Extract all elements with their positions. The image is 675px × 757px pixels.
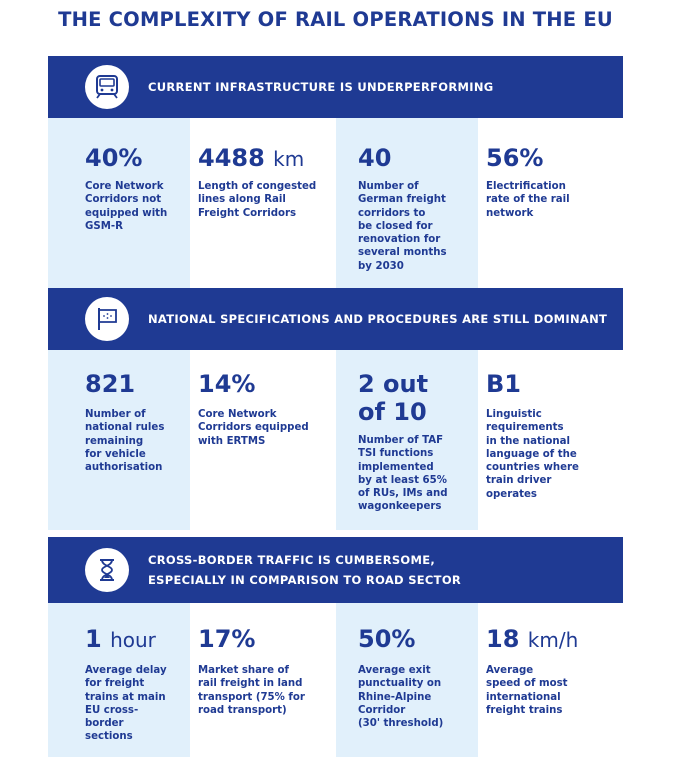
stat-value: B1 bbox=[486, 370, 521, 398]
stat-card bbox=[190, 350, 336, 530]
stat-value: 2 out of 10 bbox=[358, 370, 429, 426]
stat-card bbox=[190, 118, 336, 288]
flag-icon bbox=[85, 297, 129, 341]
section-title: NATIONAL SPECIFICATIONS AND PROCEDURES ARE STILL DOMINANT bbox=[148, 312, 608, 326]
stat-card bbox=[478, 118, 623, 288]
stat-value: 50% bbox=[358, 625, 416, 653]
stat-description: Core Network Corridors not equipped with GSM-R bbox=[85, 181, 168, 232]
stat-value: 14% bbox=[198, 370, 256, 398]
section-header-infrastructure bbox=[48, 56, 623, 118]
section-header-cross-border bbox=[48, 537, 623, 603]
left-margin bbox=[0, 0, 48, 757]
stat-description: Market share of rail freight in land transport (75% for road transport) bbox=[198, 665, 305, 716]
stat-description: Number of TAF TSI functions implemented by at least 65% of RUs, IMs and wagonkeepers bbox=[358, 435, 448, 513]
stat-card bbox=[336, 603, 478, 757]
stat-card bbox=[48, 603, 190, 757]
section-title: CURRENT INFRASTRUCTURE IS UNDERPERFORMING bbox=[148, 80, 494, 94]
stat-value: 17% bbox=[198, 625, 256, 653]
stat-value: 18 km/h bbox=[486, 625, 579, 653]
stat-description: Average speed of most international freight trains bbox=[486, 665, 568, 716]
stat-value: 821 bbox=[85, 370, 136, 398]
stat-value: 1 hour bbox=[85, 625, 156, 653]
stat-description: Length of congested lines along Rail Freight Corridors bbox=[198, 181, 317, 219]
section-header-specifications bbox=[48, 288, 623, 350]
stat-description: Linguistic requirements in the national language of the countries where train driver operates bbox=[486, 409, 579, 500]
stat-description: Electrification rate of the rail network bbox=[486, 181, 570, 219]
stat-card bbox=[478, 350, 623, 530]
stat-description: Number of national rules remaining for vehicle authorisation bbox=[85, 409, 165, 474]
stat-card bbox=[478, 603, 623, 757]
stat-card bbox=[48, 118, 190, 288]
stat-card bbox=[336, 118, 478, 288]
train-icon bbox=[85, 65, 129, 109]
stat-description: Average delay for freight trains at main EU cross- border sections bbox=[85, 665, 167, 743]
stats-row-specifications bbox=[48, 350, 623, 530]
stat-description: Number of German freight corridors to be closed for renovation for several months by 2030 bbox=[358, 181, 447, 272]
stat-description: Core Network Corridors equipped with ERTMS bbox=[198, 409, 309, 447]
hourglass-icon bbox=[85, 548, 129, 592]
stats-row-cross-border bbox=[48, 603, 623, 757]
stat-card bbox=[336, 350, 478, 530]
section-title: CROSS-BORDER TRAFFIC IS CUMBERSOME, ESPECIALLY IN COMPARISON TO ROAD SECTOR bbox=[148, 553, 462, 587]
stat-value: 40 bbox=[358, 144, 392, 172]
infographic bbox=[48, 0, 623, 757]
stat-value: 56% bbox=[486, 144, 544, 172]
page-title: THE COMPLEXITY OF RAIL OPERATIONS IN THE EU bbox=[58, 8, 613, 31]
stat-value: 40% bbox=[85, 144, 143, 172]
stat-card bbox=[190, 603, 336, 757]
stat-card bbox=[48, 350, 190, 530]
right-margin bbox=[623, 0, 675, 757]
stat-value: 4488 km bbox=[198, 144, 305, 172]
stat-description: Average exit punctuality on Rhine-Alpine Corridor (30' threshold) bbox=[358, 665, 444, 730]
stats-row-infrastructure bbox=[48, 118, 623, 288]
